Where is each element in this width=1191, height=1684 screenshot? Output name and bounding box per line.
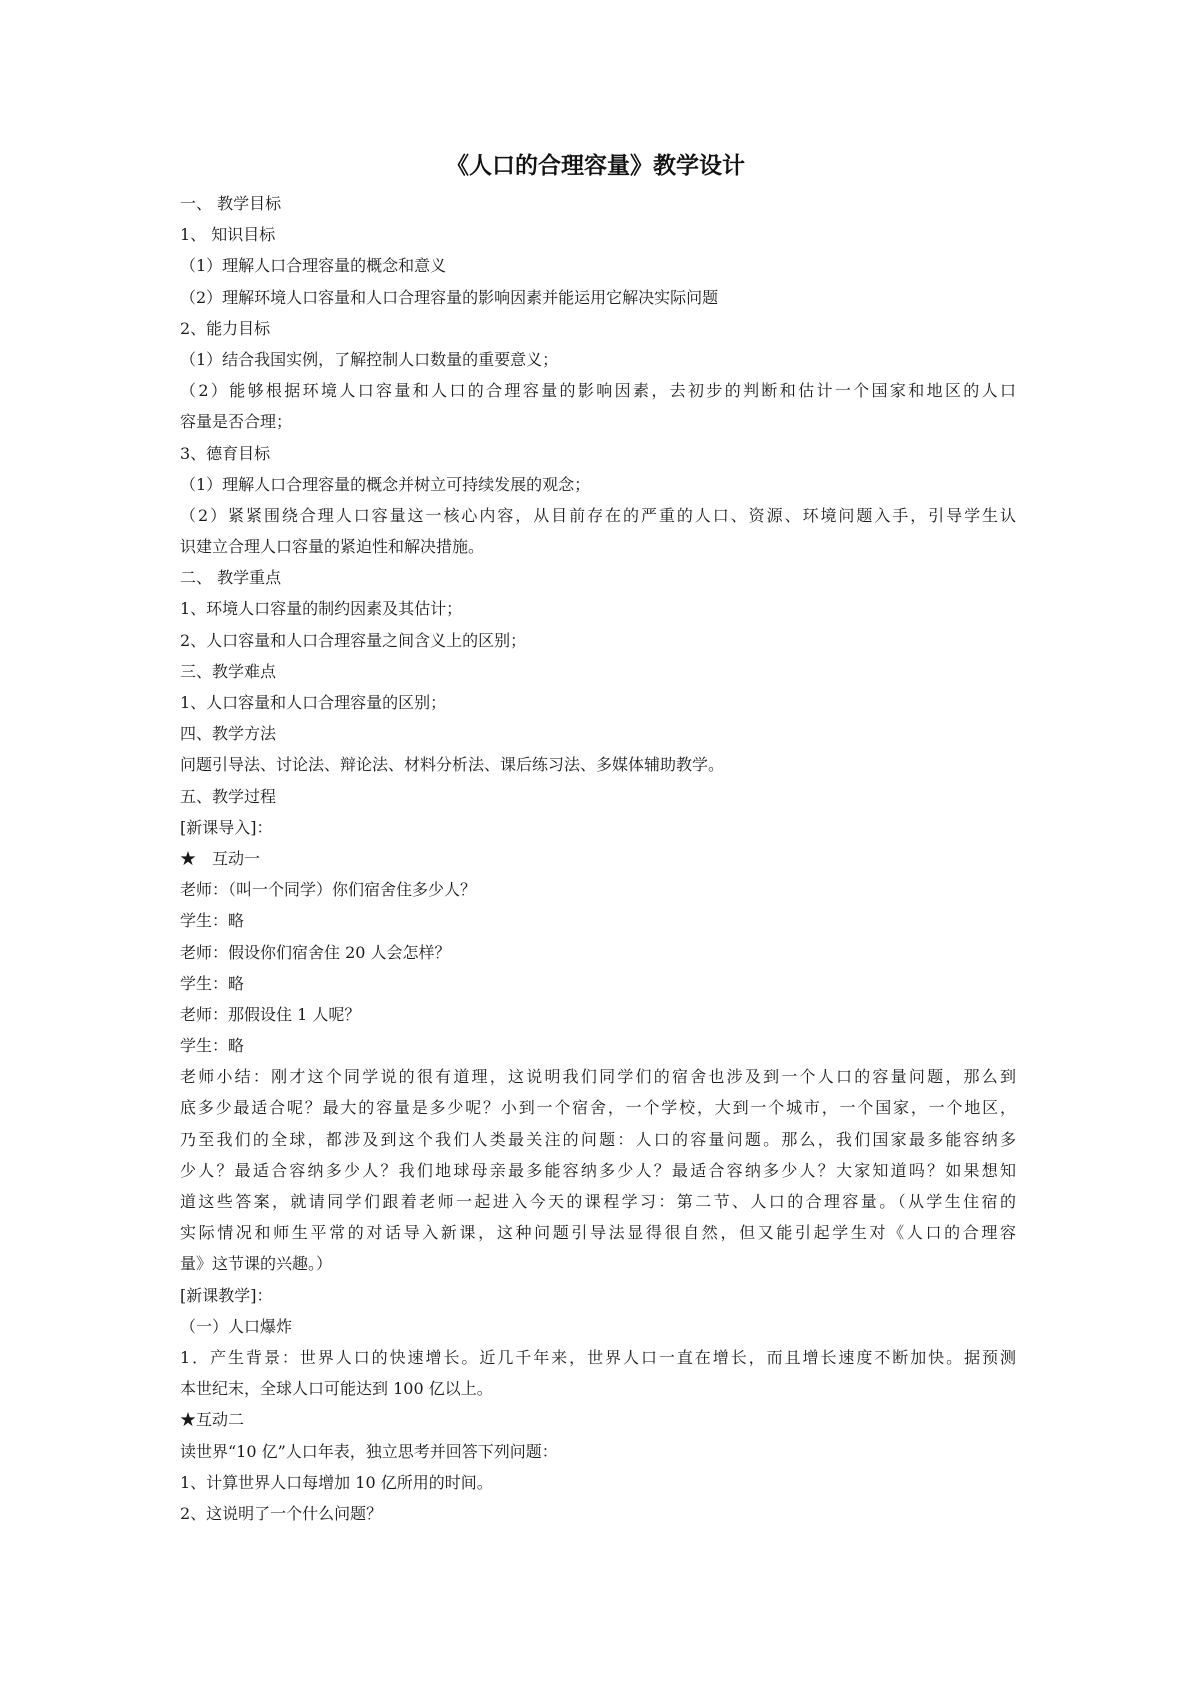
- body-line: 1、 知识目标: [180, 225, 276, 245]
- body-line: 老师：（叫一个同学）你们宿舍住多少人？: [180, 880, 477, 900]
- body-line: 本世纪末，全球人口可能达到 100 亿以上。: [180, 1379, 493, 1399]
- body-line: 学生：略: [180, 973, 245, 993]
- body-line: 1、环境人口容量的制约因素及其估计；: [180, 599, 463, 619]
- body-line: ★互动二: [180, 1410, 245, 1430]
- body-line: 一、 教学目标: [180, 194, 282, 213]
- body-line: 少人？最适合容纳多少人？我们地球母亲最多能容纳多少人？最适合容纳多少人？大家知道吗？如果想知: [180, 1160, 1016, 1180]
- body-line: [新课导入]：: [180, 817, 273, 837]
- body-line: 老师：假设你们宿舍住 20 人会怎样？: [180, 942, 451, 962]
- body-line: 三、教学难点: [180, 661, 277, 681]
- body-line: 实际情况和师生平常的对话导入新课，这种问题引导法显得很自然，但又能引起学生对《人口的合理容: [180, 1223, 1016, 1243]
- body-line: 2、人口容量和人口合理容量之间含义上的区别；: [180, 630, 527, 650]
- body-line: ★ 互动一: [180, 848, 261, 868]
- body-line: 学生：略: [180, 911, 245, 931]
- body-line: （1）结合我国实例，了解控制人口数量的重要意义；: [180, 349, 559, 369]
- body-line: 学生：略: [180, 1036, 245, 1056]
- body-line: 1、人口容量和人口合理容量的区别；: [180, 693, 447, 712]
- body-line: 问题引导法、讨论法、辩论法、材料分析法、课后练习法、多媒体辅助教学。: [180, 755, 725, 775]
- document-title: 《人口的合理容量》教学设计: [446, 153, 745, 179]
- body-line: 1．产生背景：世界人口的快速增长。近几千年来，世界人口一直在增长，而且增长速度不断加快。据预测: [180, 1347, 1016, 1367]
- body-line: 老师小结：刚才这个同学说的很有道理，这说明我们同学们的宿舍也涉及到一个人口的容量问题，那么到: [180, 1067, 1016, 1087]
- body-line: 乃至我们的全球，都涉及到这个我们人类最关注的问题：人口的容量问题。那么，我们国家最多能容纳多: [180, 1129, 1016, 1149]
- body-line: 识建立合理人口容量的紧迫性和解决措施。: [180, 537, 485, 557]
- body-line: 底多少最适合呢？最大的容量是多少呢？小到一个宿舍，一个学校，大到一个城市，一个国家，一个地区，: [180, 1098, 1016, 1118]
- body-line: 四、教学方法: [180, 724, 277, 744]
- body-line: （2）能够根据环境人口容量和人口的合理容量的影响因素，去初步的判断和估计一个国家和地区的人口: [180, 381, 1016, 401]
- body-line: 2、这说明了一个什么问题？: [180, 1503, 383, 1523]
- body-line: 二、 教学重点: [180, 568, 282, 588]
- document-body: [180, 188, 1016, 1529]
- body-line: （1）理解人口合理容量的概念和意义: [180, 256, 447, 276]
- body-line: （2）理解环境人口容量和人口合理容量的影响因素并能运用它解决实际问题: [180, 287, 719, 307]
- body-line: [新课教学]：: [180, 1285, 273, 1305]
- body-line: 3、德育目标: [180, 443, 271, 463]
- body-line: 道这些答案，就请同学们跟着老师一起进入今天的课程学习：第二节、人口的合理容量。（从学生住宿的: [180, 1192, 1016, 1211]
- body-line: 读世界“10 亿”人口年表，独立思考并回答下列问题：: [180, 1441, 558, 1461]
- body-line: （一）人口爆炸: [180, 1316, 293, 1336]
- body-line: （1）理解人口合理容量的概念并树立可持续发展的观念；: [180, 474, 591, 494]
- body-line: 五、教学过程: [180, 786, 277, 806]
- body-line: 2、能力目标: [180, 318, 271, 338]
- body-line: 容量是否合理；: [180, 412, 293, 432]
- body-line: 1、计算世界人口每增加 10 亿所用的时间。: [180, 1472, 493, 1492]
- body-line: 老师：那假设住 1 人呢？: [180, 1004, 361, 1024]
- body-line: （2）紧紧围绕合理人口容量这一核心内容，从目前存在的严重的人口、资源、环境问题入手，引导学生认: [180, 505, 1016, 525]
- body-line: 量》这节课的兴趣。）: [180, 1254, 333, 1274]
